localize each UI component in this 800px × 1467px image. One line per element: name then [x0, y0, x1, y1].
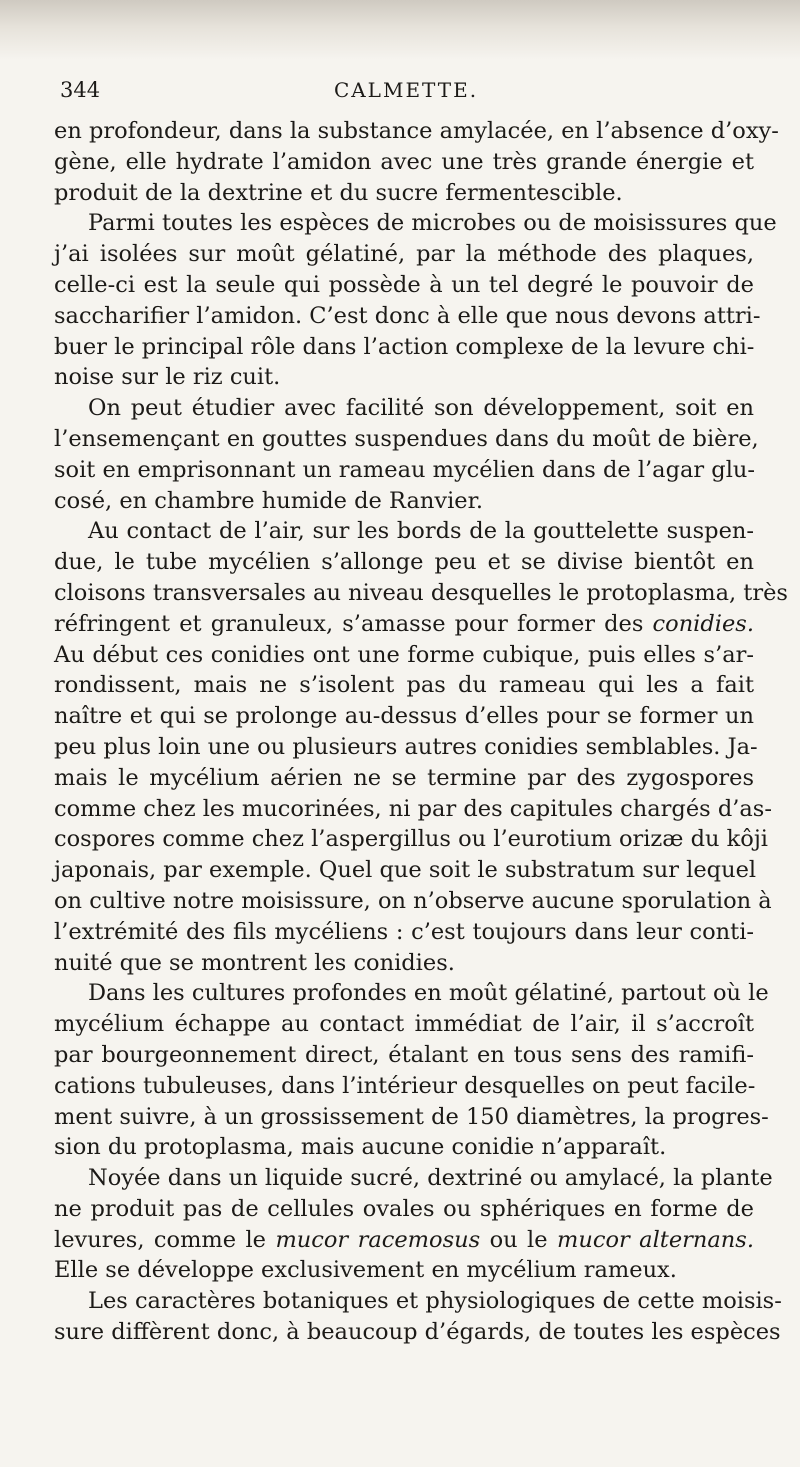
text-line: [54, 1317, 781, 1348]
text-line: [54, 424, 759, 455]
text-line: [54, 1071, 754, 1102]
text-line: [54, 1009, 754, 1040]
text-segment: j’ai isolées sur moût gélatiné, par la méthode des plaques,: [54, 241, 754, 268]
text-segment: ou le: [480, 1226, 558, 1253]
text-segment: l’ensemençant en gouttes suspendues dans du moût de bière,: [54, 425, 759, 452]
text-segment: cloisons transversales au niveau desquelles le protoplasma, très: [54, 579, 788, 606]
body-text: [54, 116, 788, 1348]
text-segment: réfringent et granuleux, s’amasse pour former des: [54, 610, 653, 637]
text-line: [54, 855, 757, 886]
text-segment: soit en emprisonnant un rameau mycélien dans de l’agar glu-: [54, 456, 756, 483]
text-line: [54, 824, 768, 855]
text-segment: mycélium échappe au contact immédiat de l’air, il s’accroît: [54, 1011, 754, 1038]
paragraph: [54, 516, 788, 978]
text-segment: Noyée dans un liquide sucré, dextriné ou amylacé, la plante: [88, 1165, 773, 1192]
text-line: [54, 948, 754, 979]
text-segment: due, le tube mycélien s’allonge peu et se divise bientôt en: [54, 549, 754, 576]
text-segment: Dans les cultures profondes en moût gélatiné, partout où le: [88, 980, 769, 1007]
text-segment: japonais, par exemple. Quel que soit le substratum sur lequel: [54, 857, 757, 884]
text-line: [54, 1225, 754, 1256]
text-line: [54, 516, 754, 547]
text-segment: sion du protoplasma, mais aucune conidie n’apparaît.: [54, 1134, 667, 1161]
text-line: [54, 640, 754, 671]
text-line: [54, 455, 754, 486]
text-line: [54, 178, 754, 209]
text-line: [54, 917, 754, 948]
text-segment: Les caractères botaniques et physiologiques de cette moisis-: [88, 1288, 782, 1315]
text-segment: par bourgeonnement direct, étalant en tous sens des ramifi-: [54, 1041, 754, 1068]
text-segment: comme chez les mucorinées, ni par des capitules chargés d’as-: [54, 795, 772, 822]
text-line: [54, 147, 754, 178]
italic-term: mucor racemosus: [275, 1226, 481, 1253]
text-segment: produit de la dextrine et du sucre fermentescible.: [54, 179, 623, 206]
text-line: [54, 208, 777, 239]
text-segment: Elle se développe exclusivement en mycélium rameux.: [54, 1257, 677, 1284]
text-segment: cospores comme chez l’aspergillus ou l’eurotium orizæ du kôji: [54, 826, 768, 853]
text-line: [54, 270, 754, 301]
text-line: [54, 116, 779, 147]
text-line: [54, 1102, 769, 1133]
text-line: [54, 670, 754, 701]
text-line: [54, 486, 754, 517]
text-line: [54, 763, 754, 794]
text-line: [54, 332, 754, 363]
text-line: [54, 701, 754, 732]
text-line: [54, 301, 761, 332]
text-line: [54, 1163, 773, 1194]
page-header: [56, 72, 756, 112]
text-line: [54, 1286, 782, 1317]
text-segment: mais le mycélium aérien ne se termine par des zygospores: [54, 764, 754, 791]
text-segment: l’extrémité des fils mycéliens : c’est toujours dans leur conti-: [54, 918, 754, 945]
text-segment: Au début ces conidies ont une forme cubique, puis elles s’ar-: [54, 641, 754, 668]
text-segment: nuité que se montrent les conidies.: [54, 949, 455, 976]
text-segment: On peut étudier avec facilité son développement, soit en: [88, 395, 754, 422]
text-segment: naître et qui se prolonge au-dessus d’elles pour se former un: [54, 703, 754, 730]
text-segment: noise sur le riz cuit.: [54, 364, 281, 391]
text-line: [54, 1040, 754, 1071]
text-line: [54, 1194, 754, 1225]
text-line: [54, 886, 772, 917]
text-segment: cosé, en chambre humide de Ranvier.: [54, 487, 484, 514]
text-segment: sure diffèrent donc, à beaucoup d’égards, de toutes les espèces: [54, 1319, 781, 1346]
text-line: [54, 362, 754, 393]
text-line: [54, 732, 758, 763]
page-number: 344: [60, 78, 101, 102]
text-segment: Au contact de l’air, sur les bords de la gouttelette suspen-: [88, 518, 754, 545]
text-line: [54, 239, 754, 270]
paragraph: [54, 978, 769, 1163]
paragraph: [54, 1163, 773, 1286]
paragraph: [54, 208, 777, 393]
paragraph: [54, 116, 779, 208]
text-line: [54, 1255, 754, 1286]
text-line: [54, 794, 772, 825]
text-line: [54, 393, 754, 424]
text-line: [54, 978, 769, 1009]
page-top-edge: [0, 0, 800, 60]
text-segment: celle-ci est la seule qui possède à un tel degré le pouvoir de: [54, 271, 754, 298]
text-segment: peu plus loin une ou plusieurs autres conidies semblables. Ja-: [54, 733, 758, 760]
text-segment: on cultive notre moisissure, on n’observe aucune sporulation à: [54, 887, 772, 914]
text-segment: en profondeur, dans la substance amylacée, en l’absence d’oxy-: [54, 118, 779, 144]
paragraph: [54, 393, 759, 516]
italic-term: conidies.: [652, 610, 754, 637]
text-line: [54, 547, 754, 578]
paragraph: [54, 1286, 782, 1348]
text-line: [54, 578, 788, 609]
text-segment: rondissent, mais ne s’isolent pas du rameau qui les a fait: [54, 672, 754, 699]
text-segment: saccharifier l’amidon. C’est donc à elle que nous devons attri-: [54, 302, 761, 329]
text-segment: gène, elle hydrate l’amidon avec une très grande énergie et: [54, 148, 754, 175]
text-segment: buer le principal rôle dans l’action complexe de la levure chi-: [54, 333, 755, 360]
text-segment: levures, comme le: [54, 1226, 276, 1253]
text-segment: ment suivre, à un grossissement de 150 diamètres, la progres-: [54, 1103, 769, 1130]
text-segment: cations tubuleuses, dans l’intérieur desquelles on peut facile-: [54, 1072, 756, 1099]
text-line: [54, 1132, 754, 1163]
text-line: [54, 609, 754, 640]
italic-term: mucor alternans.: [557, 1226, 754, 1253]
running-title: CALMETTE.: [333, 78, 479, 102]
text-segment: Parmi toutes les espèces de microbes ou de moisissures que: [88, 210, 777, 237]
text-segment: ne produit pas de cellules ovales ou sphériques en forme de: [54, 1195, 754, 1222]
